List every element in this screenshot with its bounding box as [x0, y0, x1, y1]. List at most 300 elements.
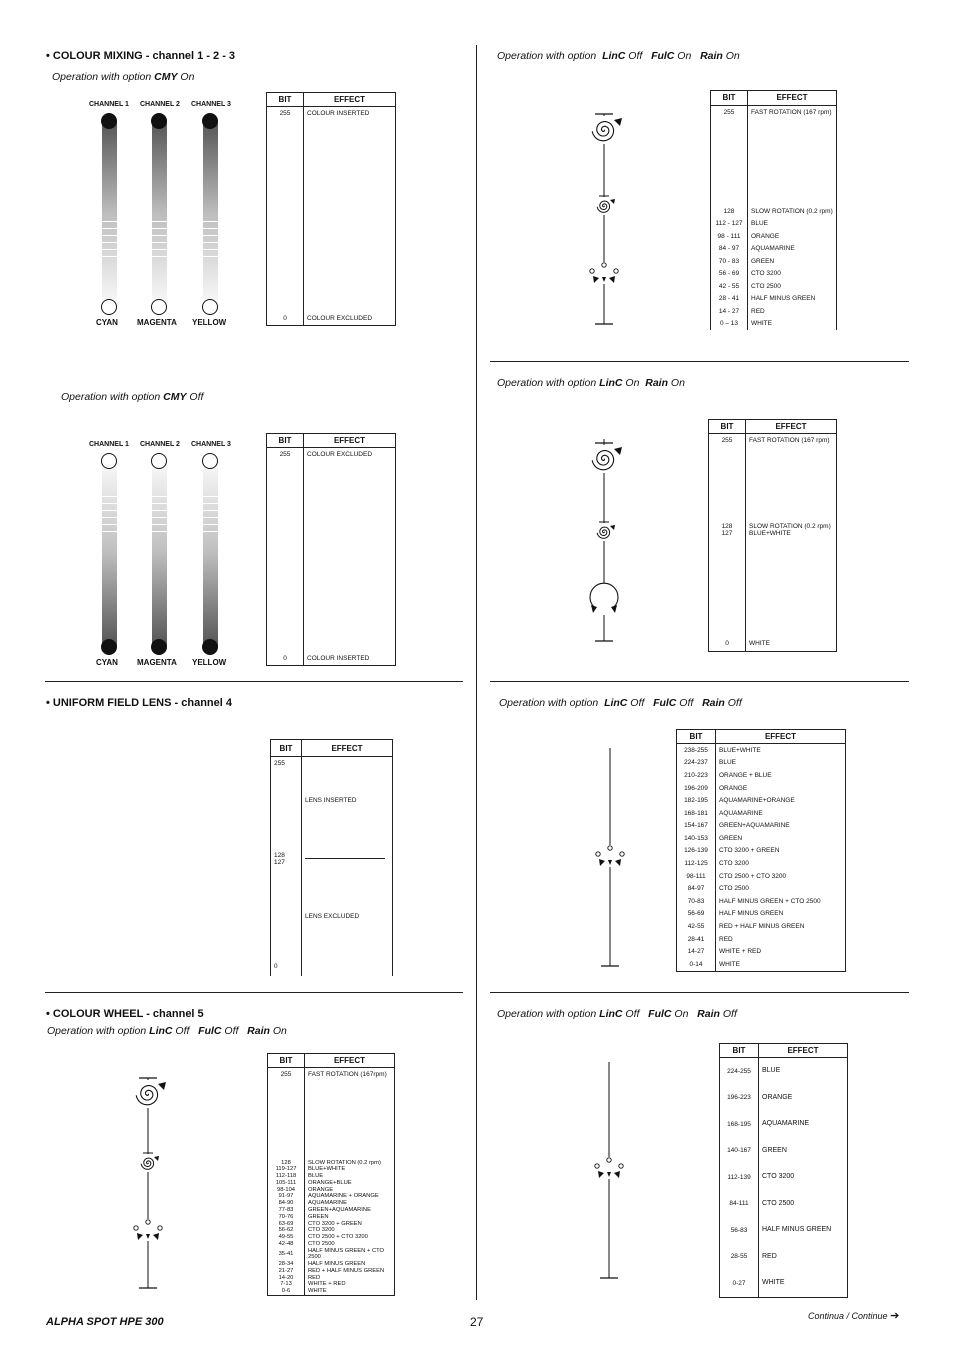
op-prefix: Operation with option	[499, 697, 605, 709]
bit-cell: 98-104	[268, 1186, 305, 1193]
op-state: Off	[622, 1008, 649, 1020]
bit-cell: 35-41	[268, 1248, 305, 1261]
bit-cell: 14-27	[677, 946, 716, 959]
bit-cell: 21-27	[268, 1268, 305, 1275]
bit-cell: 0-6	[268, 1288, 305, 1296]
effect-cell: GREEN	[748, 255, 837, 267]
effect-cell	[302, 941, 393, 976]
bit-cell: 56 - 69	[711, 268, 748, 280]
effect-cell: HALF MINUS GREEN	[748, 292, 837, 304]
effect-cell: FAST ROTATION (167 rpm)	[748, 105, 837, 205]
table-row	[677, 757, 846, 770]
effect-cell: COLOUR INSERTED	[304, 648, 396, 666]
op-option-fulc: FulC	[651, 50, 675, 62]
open-circle-icon	[202, 453, 218, 469]
table-row	[268, 1166, 395, 1173]
table-row	[268, 1068, 395, 1159]
bit-cell: 182-195	[677, 794, 716, 807]
table-row	[677, 870, 846, 883]
effect-cell: CTO 3200	[305, 1227, 395, 1234]
table-row	[711, 292, 837, 304]
effect-cell: WHITE	[759, 1270, 848, 1297]
bit-cell: 63-69	[268, 1220, 305, 1227]
effect-cell: HALF MINUS GREEN	[305, 1261, 395, 1268]
op-option-linc: LinC	[604, 697, 628, 709]
bit-cell: 28-34	[268, 1261, 305, 1268]
effect-cell: WHITE	[716, 958, 846, 971]
table-row	[677, 820, 846, 833]
table-row	[711, 305, 837, 317]
colour-mixing-heading: • COLOUR MIXING - channel 1 - 2 - 3	[46, 50, 236, 62]
op-state: Off	[719, 1008, 737, 1020]
right2-op-label	[497, 377, 685, 389]
continue-label	[808, 1309, 899, 1322]
colour-gradient-bar	[203, 461, 218, 646]
table-row	[268, 1261, 395, 1268]
bit-cell: 112-118	[268, 1173, 305, 1180]
effect-cell: BLUE	[759, 1058, 848, 1085]
bit-cell: 0	[267, 648, 304, 666]
effect-cell: CTO 3200	[759, 1164, 848, 1191]
table-row	[268, 1159, 395, 1166]
channel-label: CHANNEL 2	[140, 441, 180, 448]
op-option-linc: LinC	[599, 1008, 623, 1020]
effect-header: EFFECT	[746, 420, 837, 434]
bit-cell: 119-127	[268, 1166, 305, 1173]
bit-cell: 91-97	[268, 1193, 305, 1200]
colour-wheel-heading: • COLOUR WHEEL - channel 5	[46, 1008, 204, 1020]
bit-cell: 128	[268, 1159, 305, 1166]
table-row	[268, 1288, 395, 1296]
bit-cell: 224-255	[720, 1058, 759, 1085]
bit-cell: 28 - 41	[711, 292, 748, 304]
bit-cell: 14-20	[268, 1274, 305, 1281]
effect-cell: AQUAMARINE	[748, 243, 837, 255]
op-option-linc: LinC	[599, 377, 623, 389]
bit-cell: 77-83	[268, 1207, 305, 1214]
table-row	[268, 1241, 395, 1248]
effect-header: EFFECT	[748, 91, 837, 106]
table-row	[720, 1270, 848, 1297]
bit-cell: 70-76	[268, 1214, 305, 1221]
op-state: Off	[186, 391, 204, 403]
right-divider-2	[490, 681, 909, 682]
cmy-on-table	[266, 92, 396, 326]
table-row	[720, 1191, 848, 1218]
table-row	[711, 243, 837, 255]
effect-cell: GREEN+AQUAMARINE	[716, 820, 846, 833]
table-row	[677, 807, 846, 820]
effect-cell: RED + HALF MINUS GREEN	[716, 920, 846, 933]
effect-header: EFFECT	[304, 93, 396, 107]
bit-cell: 0 – 13	[711, 317, 748, 330]
table-row	[677, 946, 846, 959]
table-row	[720, 1244, 848, 1271]
channel-label: CHANNEL 2	[140, 101, 180, 108]
bit-cell: 128 127	[271, 825, 302, 892]
effect-cell: BLUE	[748, 218, 837, 230]
op-state: On	[622, 377, 646, 389]
channel-label: CHANNEL 3	[191, 101, 231, 108]
table-row	[268, 1200, 395, 1207]
table-row	[677, 857, 846, 870]
bit-cell: 0	[267, 308, 304, 326]
bit-cell: 28-41	[677, 933, 716, 946]
op-option-rain: Rain	[700, 50, 723, 62]
table-row	[720, 1058, 848, 1085]
filled-circle-icon	[202, 113, 218, 129]
op-state: On	[177, 71, 195, 83]
filled-circle-icon	[151, 639, 167, 655]
table-row	[711, 255, 837, 267]
bit-cell: 140-167	[720, 1138, 759, 1165]
effect-cell: WHITE + RED	[305, 1281, 395, 1288]
effect-cell: AQUAMARINE	[305, 1200, 395, 1207]
right1-diagram	[584, 108, 624, 328]
bit-cell: 128	[711, 205, 748, 217]
op-state: Off	[627, 697, 654, 709]
product-name: ALPHA SPOT HPE 300	[46, 1316, 164, 1328]
table-row	[268, 1220, 395, 1227]
table-row	[711, 317, 837, 330]
right-divider-1	[490, 361, 909, 362]
effect-cell: ORANGE	[748, 230, 837, 242]
left-divider-1	[45, 681, 463, 682]
wheel-op-label	[47, 1025, 287, 1037]
colour-wheel-diagram	[584, 437, 624, 647]
effect-cell: RED + HALF MINUS GREEN	[305, 1268, 395, 1275]
bit-cell: 255	[267, 107, 304, 309]
bit-cell: 238-255	[677, 744, 716, 757]
op-option-fulc: FulC	[653, 697, 677, 709]
table-row	[268, 1207, 395, 1214]
table-row	[677, 794, 846, 807]
filled-circle-icon	[202, 639, 218, 655]
bit-header: BIT	[267, 93, 304, 107]
table-row	[268, 1186, 395, 1193]
colour-gradient-bar	[203, 121, 218, 306]
page-number: 27	[470, 1315, 484, 1329]
op-option-fulc: FulC	[648, 1008, 672, 1020]
table-row	[711, 205, 837, 217]
bit-cell: 128 127	[709, 523, 746, 615]
effect-cell: BLUE	[716, 757, 846, 770]
effect-header: EFFECT	[716, 730, 846, 744]
effect-cell: HALF MINUS GREEN + CTO 2500	[716, 895, 846, 908]
op-state: On	[269, 1025, 287, 1037]
bit-cell: 154-167	[677, 820, 716, 833]
colour-wheel-diagram	[590, 748, 630, 972]
open-circle-icon	[101, 299, 117, 315]
bit-cell: 56-62	[268, 1227, 305, 1234]
bit-header: BIT	[271, 740, 302, 757]
bit-cell: 255	[268, 1068, 305, 1159]
bit-cell: 42 - 55	[711, 280, 748, 292]
bit-cell: 0-14	[677, 958, 716, 971]
bit-cell: 255	[711, 105, 748, 205]
channel-label: CHANNEL 1	[89, 441, 129, 448]
bit-cell: 84 - 97	[711, 243, 748, 255]
right2-diagram	[584, 437, 624, 647]
effect-cell: GREEN	[716, 832, 846, 845]
effect-cell: SLOW ROTATION (0.2 rpm)	[748, 205, 837, 217]
table-row	[677, 908, 846, 921]
bit-cell: 0-27	[720, 1270, 759, 1297]
bit-cell: 84-97	[677, 883, 716, 896]
bit-cell: 126-139	[677, 845, 716, 858]
table-row	[268, 1274, 395, 1281]
filled-circle-icon	[101, 113, 117, 129]
table-row	[720, 1138, 848, 1165]
table-row	[677, 933, 846, 946]
effect-cell: ORANGE+BLUE	[305, 1180, 395, 1187]
bit-header: BIT	[709, 420, 746, 434]
bit-cell: 56-69	[677, 908, 716, 921]
colour-gradient-bar	[152, 461, 167, 646]
op-option: CMY	[163, 391, 187, 403]
bit-cell: 196-223	[720, 1085, 759, 1112]
op-state: Off	[625, 50, 652, 62]
table-row	[677, 895, 846, 908]
effect-cell: CTO 2500	[716, 883, 846, 896]
colour-wheel-diagram	[584, 108, 624, 330]
effect-cell: WHITE	[746, 615, 837, 652]
op-option-fulc: FulC	[198, 1025, 222, 1037]
effect-cell: CTO 2500	[759, 1191, 848, 1218]
op-state: Off	[221, 1025, 248, 1037]
continue-text: Continua / Continue	[808, 1311, 888, 1321]
op-option-linc: LinC	[602, 50, 626, 62]
bit-cell: 42-48	[268, 1241, 305, 1248]
bit-cell: 112 - 127	[711, 218, 748, 230]
bit-cell: 112-139	[720, 1164, 759, 1191]
op-prefix: Operation with option	[497, 1008, 600, 1020]
effect-cell: HALF MINUS GREEN	[759, 1217, 848, 1244]
bit-cell: 168-181	[677, 807, 716, 820]
table-row	[677, 832, 846, 845]
table-row	[677, 958, 846, 971]
right3-op-label	[499, 697, 742, 709]
cmy-on-label	[52, 71, 194, 83]
bit-cell: 196-209	[677, 782, 716, 795]
effect-cell: AQUAMARINE+ORANGE	[716, 794, 846, 807]
colour-label: YELLOW	[192, 658, 227, 667]
right3-diagram	[590, 748, 630, 968]
effect-header: EFFECT	[759, 1044, 848, 1058]
effect-cell	[302, 757, 393, 776]
op-state: On	[668, 377, 685, 389]
effect-cell: RED	[716, 933, 846, 946]
colour-gradient-bar	[102, 461, 117, 646]
op-state: Off	[172, 1025, 199, 1037]
table-row	[677, 782, 846, 795]
colour-wheel-diagram	[589, 1062, 629, 1284]
right3-table	[676, 729, 846, 972]
effect-cell: CTO 2500	[305, 1241, 395, 1248]
bit-cell: 0	[709, 615, 746, 652]
bit-cell: 255	[271, 757, 302, 776]
center-divider	[476, 45, 477, 1300]
effect-cell: FAST ROTATION (167rpm)	[305, 1068, 395, 1159]
colour-label: MAGENTA	[137, 318, 177, 327]
effect-cell: FAST ROTATION (167 rpm)	[746, 434, 837, 524]
effect-cell: CTO 3200	[748, 268, 837, 280]
wheel-diagram	[128, 1072, 168, 1292]
effect-header: EFFECT	[302, 740, 393, 757]
bit-cell: 112-125	[677, 857, 716, 870]
effect-cell: CTO 3200 + GREEN	[305, 1220, 395, 1227]
right4-op-label	[497, 1008, 737, 1020]
table-row	[711, 230, 837, 242]
bit-header: BIT	[720, 1044, 759, 1058]
table-row	[268, 1248, 395, 1261]
table-row	[268, 1281, 395, 1288]
op-option-linc: LinC	[149, 1025, 173, 1037]
effect-cell: COLOUR EXCLUDED	[304, 448, 396, 649]
bit-cell: 56-83	[720, 1217, 759, 1244]
effect-cell: WHITE	[748, 317, 837, 330]
effect-cell: CTO 2500 + CTO 3200	[305, 1234, 395, 1241]
effect-cell: LENS EXCLUDED	[302, 892, 393, 941]
effect-cell: CTO 3200	[716, 857, 846, 870]
filled-circle-icon	[101, 639, 117, 655]
op-state: On	[674, 50, 701, 62]
channel-label: CHANNEL 3	[191, 441, 231, 448]
right1-op-label	[497, 50, 740, 62]
colour-label: YELLOW	[192, 318, 227, 327]
op-state: On	[722, 50, 740, 62]
effect-cell: GREEN	[305, 1214, 395, 1221]
effect-cell: LENS INSERTED	[302, 776, 393, 825]
bit-cell: 98 - 111	[711, 230, 748, 242]
effect-header: EFFECT	[304, 434, 396, 448]
effect-cell: HALF MINUS GREEN	[716, 908, 846, 921]
table-row	[268, 1193, 395, 1200]
op-prefix: Operation with option	[497, 50, 603, 62]
lens-table	[270, 739, 393, 976]
colour-wheel-diagram	[128, 1072, 168, 1294]
effect-cell: AQUAMARINE	[759, 1111, 848, 1138]
bit-cell: 28-55	[720, 1244, 759, 1271]
table-row	[677, 845, 846, 858]
effect-cell: RED	[305, 1274, 395, 1281]
table-row	[720, 1217, 848, 1244]
op-prefix: Operation with option	[47, 1025, 150, 1037]
colour-label: CYAN	[96, 318, 118, 327]
table-row	[711, 268, 837, 280]
open-circle-icon	[101, 453, 117, 469]
effect-cell: WHITE + RED	[716, 946, 846, 959]
cmy-off-table	[266, 433, 396, 666]
table-row	[677, 769, 846, 782]
right-divider-3	[490, 992, 909, 993]
op-prefix: Operation with option	[52, 71, 155, 83]
table-row	[677, 744, 846, 757]
open-circle-icon	[151, 299, 167, 315]
effect-cell: BLUE	[305, 1173, 395, 1180]
table-row	[268, 1180, 395, 1187]
op-state: Off	[676, 697, 703, 709]
bit-cell: 49-55	[268, 1234, 305, 1241]
table-row	[268, 1214, 395, 1221]
table-row	[720, 1111, 848, 1138]
table-row	[677, 883, 846, 896]
table-row	[720, 1085, 848, 1112]
filled-circle-icon	[151, 113, 167, 129]
effect-cell	[302, 825, 393, 892]
effect-cell: ORANGE + BLUE	[716, 769, 846, 782]
effect-cell: RED	[759, 1244, 848, 1271]
bit-cell: 14 - 27	[711, 305, 748, 317]
effect-cell: CTO 2500 + CTO 3200	[716, 870, 846, 883]
colour-gradient-bar	[152, 121, 167, 306]
right4-table	[719, 1043, 848, 1298]
effect-cell: WHITE	[305, 1288, 395, 1296]
effect-cell: AQUAMARINE	[716, 807, 846, 820]
effect-cell: BLUE+WHITE	[716, 744, 846, 757]
effect-cell: RED	[748, 305, 837, 317]
table-row	[268, 1227, 395, 1234]
colour-label: CYAN	[96, 658, 118, 667]
lens-heading: • UNIFORM FIELD LENS - channel 4	[46, 697, 232, 709]
op-prefix: Operation with option	[497, 377, 600, 389]
colour-label: MAGENTA	[137, 658, 177, 667]
table-row	[711, 218, 837, 230]
bit-header: BIT	[268, 1054, 305, 1068]
bit-cell: 70 - 83	[711, 255, 748, 267]
op-option: CMY	[154, 71, 178, 83]
bit-header: BIT	[711, 91, 748, 106]
left-divider-2	[45, 992, 463, 993]
effect-cell: BLUE+WHITE	[305, 1166, 395, 1173]
bit-cell: 105-111	[268, 1180, 305, 1187]
cmy-off-label	[61, 391, 203, 403]
effect-cell: ORANGE	[759, 1085, 848, 1112]
effect-cell: COLOUR INSERTED	[304, 107, 396, 309]
effect-header: EFFECT	[305, 1054, 395, 1068]
effect-cell: SLOW ROTATION (0.2 rpm) BLUE+WHITE	[746, 523, 837, 615]
bit-cell: 224-237	[677, 757, 716, 770]
op-option-rain: Rain	[702, 697, 725, 709]
bit-cell: 84-111	[720, 1191, 759, 1218]
effect-cell: ORANGE	[716, 782, 846, 795]
arrow-right-icon: ➔	[890, 1310, 900, 1322]
table-row	[268, 1173, 395, 1180]
right1-table	[710, 90, 837, 330]
bit-cell: 70-83	[677, 895, 716, 908]
effect-cell: CTO 2500	[748, 280, 837, 292]
bit-header: BIT	[267, 434, 304, 448]
bit-cell	[271, 776, 302, 825]
bit-cell: 140-153	[677, 832, 716, 845]
bit-cell: 255	[709, 434, 746, 524]
table-row	[720, 1164, 848, 1191]
op-option-rain: Rain	[697, 1008, 720, 1020]
table-row	[677, 920, 846, 933]
effect-cell: HALF MINUS GREEN + CTO 2500	[305, 1248, 395, 1261]
lens-threshold-line	[305, 858, 385, 859]
wheel-table	[267, 1053, 395, 1296]
op-state: On	[671, 1008, 698, 1020]
bit-cell	[271, 892, 302, 941]
effect-cell: CTO 3200 + GREEN	[716, 845, 846, 858]
bit-cell: 168-195	[720, 1111, 759, 1138]
op-prefix: Operation with option	[61, 391, 164, 403]
effect-cell: SLOW ROTATION (0.2 rpm)	[305, 1159, 395, 1166]
open-circle-icon	[202, 299, 218, 315]
effect-cell: COLOUR EXCLUDED	[304, 308, 396, 326]
op-option-rain: Rain	[247, 1025, 270, 1037]
